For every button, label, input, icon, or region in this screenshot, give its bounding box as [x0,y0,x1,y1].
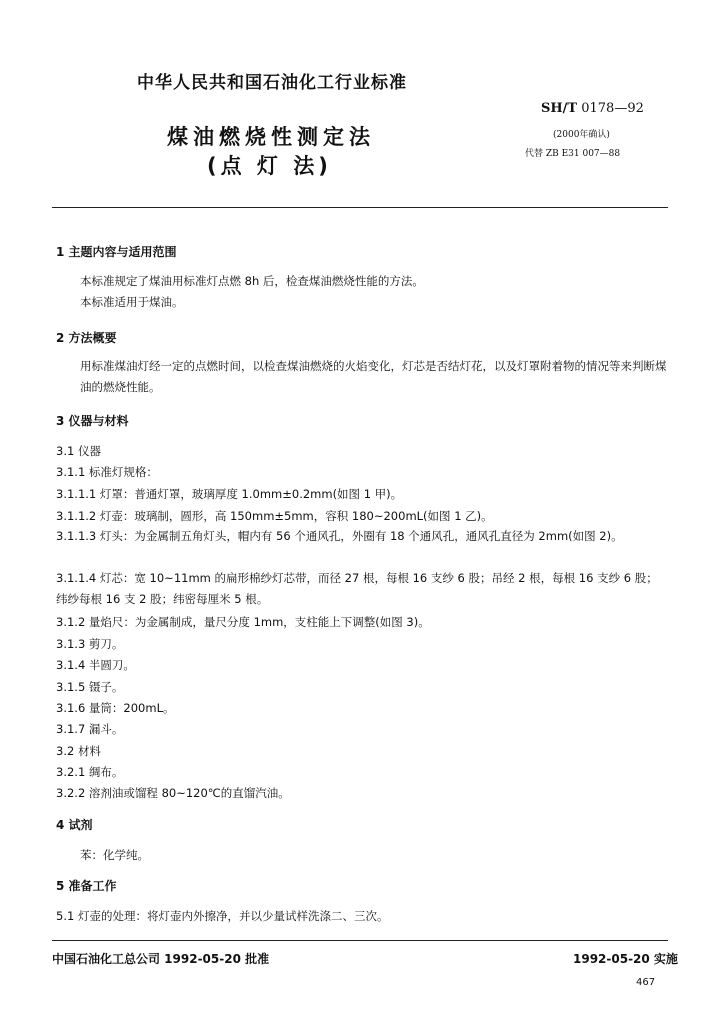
standard-code-number: 0178—92 [581,101,644,116]
section-1-paragraph: 本标准规定了煤油用标准灯点燃 8h 后，检查煤油燃烧性能的方法。 [80,274,424,288]
clause-3-1-6: 3.1.6 量筒：200mL。 [56,701,175,715]
clause-3-1: 3.1 仪器 [56,444,101,458]
section-4-heading: 4 试剂 [56,818,93,832]
section-2-heading: 2 方法概要 [56,331,117,345]
clause-3-2-2: 3.2.2 溶剂油或馏程 80~120℃的直馏汽油。 [56,786,290,800]
clause-3-1-7: 3.1.7 漏斗。 [56,722,124,736]
approval-note: 中国石油化工总公司 1992-05-20 批准 [52,952,270,966]
section-1-heading: 1 主题内容与适用范围 [56,245,177,259]
header-divider [52,207,668,208]
clause-3-1-1: 3.1.1 标准灯规格： [56,465,158,479]
section-4-paragraph: 苯：化学纯。 [80,848,149,862]
clause-3-1-2: 3.1.2 量焰尺：为金属制成，量尺分度 1mm，支柱能上下调整(如图 3)。 [56,615,430,629]
confirmation-note: (2000年确认) [553,130,610,140]
clause-3-1-5: 3.1.5 镊子。 [56,680,124,694]
section-2-text: 用标准煤油灯经一定的点燃时间，以检查煤油燃烧的火焰变化，灯芯是否结灯花，以及灯罩附着物的情况等来判断煤油的燃烧性能。 [80,359,667,394]
page-number: 467 [636,977,656,988]
standard-code [541,101,644,116]
footer-divider [52,940,668,941]
clause-3-1-1-1: 3.1.1.1 灯罩：普通灯罩，玻璃厚度 1.0mm±0.2mm(如图 1 甲)。 [56,487,403,501]
document-title: 煤油燃烧性测定法 [167,125,375,149]
clause-3-1-1-2: 3.1.1.2 灯壶：玻璃制，圆形，高 150mm±5mm，容积 180~200mL(如图 1 乙)。 [56,509,493,523]
clause-3-1-1-3: 3.1.1.3 灯头：为金属制五角灯头，帽内有 56 个通风孔，外圈有 18 个通风孔，通风孔直径为 2mm(如图 2)。 [56,529,623,543]
industry-standard-heading: 中华人民共和国石油化工行业标准 [137,73,407,93]
clause-3-1-4: 3.1.4 半圆刀。 [56,658,135,672]
clause-3-2: 3.2 材料 [56,744,101,758]
document-subtitle: (点 灯 法) [207,154,332,178]
standard-code-prefix: SH/T [541,101,578,116]
section-2-paragraph [56,356,668,398]
clause-3-1-3: 3.1.3 剪刀。 [56,637,124,651]
section-5-heading: 5 准备工作 [56,879,117,893]
clause-5-1: 5.1 灯壶的处理：将灯壶内外擦净，并以少量试样洗涤二、三次。 [56,909,389,923]
section-1-paragraph: 本标准适用于煤油。 [80,295,184,309]
replaces-note: 代替 ZB E31 007—88 [525,149,621,159]
clause-3-2-1: 3.2.1 绸布。 [56,765,124,779]
section-3-heading: 3 仪器与材料 [56,414,129,428]
clause-3-1-1-4: 3.1.1.4 灯芯：宽 10~11mm 的扁形棉纱灯芯带，而径 27 根，每根 16 支纱 6 股；吊经 2 根，每根 16 支纱 6 股；纬纱每根 16 支 2 股；纬密每厘米 5 根。 [56,571,658,606]
implementation-note: 1992-05-20 实施 [573,952,678,966]
